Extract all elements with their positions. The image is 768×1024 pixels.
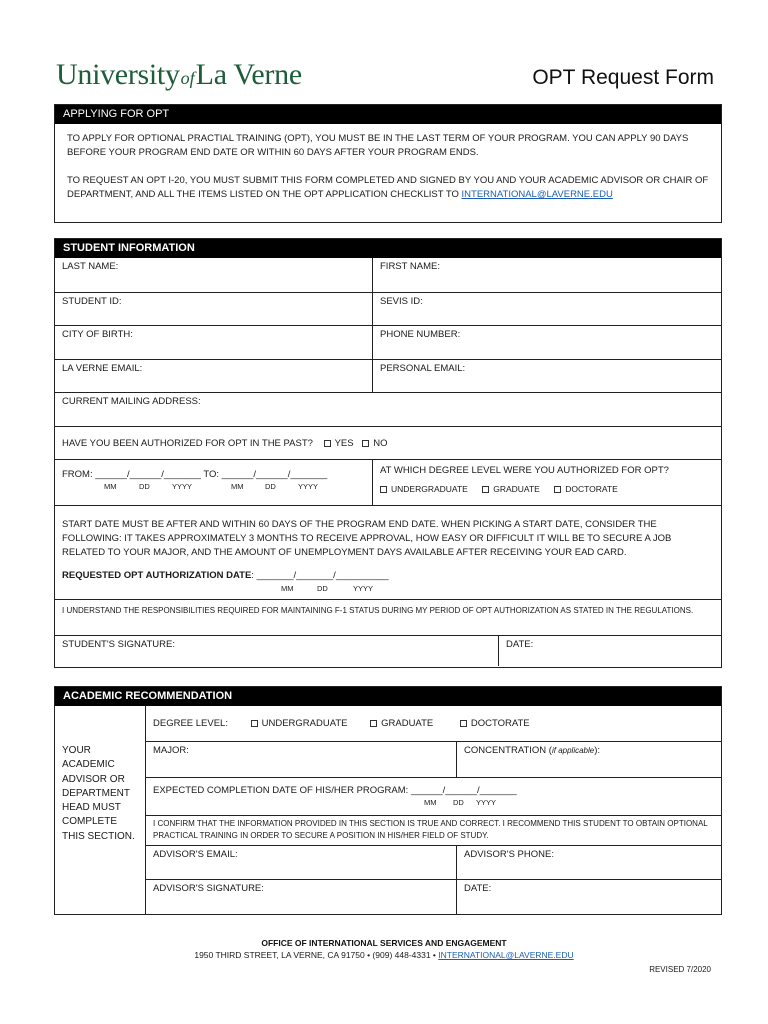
degree-level-label: DEGREE LEVEL: <box>153 718 228 729</box>
no-checkbox[interactable] <box>362 440 369 447</box>
requested-date-blank: : _______/_______/__________ <box>251 570 389 581</box>
undergraduate-label: UNDERGRADUATE <box>391 484 468 494</box>
row-birth-phone <box>55 325 721 359</box>
row-address <box>55 392 721 426</box>
acad-doctorate-checkbox[interactable] <box>460 720 467 727</box>
row-advisor-contact <box>146 845 721 879</box>
row-from-to <box>55 459 721 505</box>
expected-completion-text: EXPECTED COMPLETION DATE OF HIS/HER PROGRAM: ______/______/_______ <box>153 785 517 796</box>
doctorate-checkbox[interactable] <box>554 486 561 493</box>
doctorate-label: DOCTORATE <box>565 484 618 494</box>
acad-graduate-checkbox[interactable] <box>370 720 377 727</box>
city-of-birth-field[interactable]: CITY OF BIRTH: <box>62 329 133 340</box>
sevis-id-field[interactable]: SEVIS ID: <box>372 293 721 325</box>
university-logo <box>56 58 302 92</box>
student-date-field[interactable]: DATE: <box>498 636 721 666</box>
requested-date-field[interactable] <box>62 569 714 583</box>
personal-email-field[interactable]: PERSONAL EMAIL: <box>372 360 721 392</box>
row-authorized <box>55 426 721 459</box>
req-mm-hint: MM <box>281 584 294 593</box>
undergraduate-checkbox[interactable] <box>380 486 387 493</box>
from-to-text: FROM: ______/______/_______ TO: ______/______/_______ <box>62 469 328 480</box>
phone-number-field[interactable]: PHONE NUMBER: <box>372 326 721 359</box>
req-dd-hint: DD <box>317 584 328 593</box>
degree-authorized-field <box>372 460 721 505</box>
major-field[interactable]: MAJOR: <box>153 745 189 756</box>
academic-fields <box>146 706 721 914</box>
footer-office: OFFICE OF INTERNATIONAL SERVICES AND ENGAGEMENT <box>261 938 507 948</box>
degree-authorized-options <box>380 483 714 495</box>
from-to-date-hints <box>62 481 365 493</box>
to-dd-hint: DD <box>265 482 276 491</box>
laverne-email-field[interactable]: LA VERNE EMAIL: <box>62 363 143 374</box>
acad-undergraduate-checkbox[interactable] <box>251 720 258 727</box>
expected-date-hints <box>153 797 714 809</box>
student-header: STUDENT INFORMATION <box>55 239 721 258</box>
row-signature <box>55 635 721 666</box>
logo-text-of: of <box>180 68 195 88</box>
applying-section <box>54 104 722 223</box>
applying-paragraph-2-text: TO REQUEST AN OPT I-20, YOU MUST SUBMIT THIS FORM COMPLETED AND SIGNED BY YOU AND YOUR ACADEMIC ADVISOR OR CHAIR OF DEPARTMENT, AND ALL THE ITEMS LISTED ON THE OPT APPLICATION CHECKLIST TO <box>67 175 709 200</box>
understand-statement: I UNDERSTAND THE RESPONSIBILITIES REQUIRED FOR MAINTAINING F-1 STATUS DURING MY PERIOD OF OPT AUTHORIZATION AS STATED IN THE REGULATIONS. <box>62 606 694 615</box>
start-date-note: START DATE MUST BE AFTER AND WITHIN 60 DAYS OF THE PROGRAM END DATE. WHEN PICKING A START DATE, CONSIDER THE FOLLOWING: IT TAKES APPROXIMATELY 3 MONTHS TO RECEIVE APPROVAL, HOW EASY OR DIFFICULT IT WILL BE TO SECURE A JOB RELATED TO YOUR MAJOR, AND THE AMOUNT OF UNEMPLOYMENT DAYS AVAILABLE AFTER RECEIVING YOUR EAD CARD. <box>62 519 672 558</box>
authorized-question <box>55 427 721 459</box>
row-confirm <box>146 815 721 845</box>
concentration-label: CONCENTRATION ( <box>464 745 552 756</box>
row-expected <box>146 777 721 815</box>
if-applicable-label: if applicable <box>551 746 595 755</box>
graduate-checkbox[interactable] <box>482 486 489 493</box>
acad-doctorate-label: DOCTORATE <box>470 718 530 729</box>
exp-yyyy-hint: YYYY <box>476 798 497 807</box>
requested-date-label: REQUESTED OPT AUTHORIZATION DATE <box>62 570 252 581</box>
student-section <box>54 238 722 668</box>
row-ids <box>55 292 721 325</box>
authorized-question-text: HAVE YOU BEEN AUTHORIZED FOR OPT IN THE PAST? <box>62 438 313 449</box>
concentration-field[interactable] <box>456 742 721 777</box>
requested-date-hints <box>62 583 714 595</box>
to-yyyy-hint: YYYY <box>298 482 319 491</box>
degree-authorized-question: AT WHICH DEGREE LEVEL WERE YOU AUTHORIZED FOR OPT? <box>380 465 669 476</box>
applying-email-link[interactable]: INTERNATIONAL@LAVERNE.EDU <box>461 189 613 200</box>
student-signature-field[interactable]: STUDENT'S SIGNATURE: <box>62 639 176 650</box>
to-mm-hint: MM <box>231 482 244 491</box>
confirm-statement: I CONFIRM THAT THE INFORMATION PROVIDED IN THIS SECTION IS TRUE AND CORRECT. I RECOMMEND THIS STUDENT TO OBTAIN OPTIONAL PRACTICAL TRAINING IN ORDER TO SECURE A POSITION IN HIS/HER FIELD OF STUDY. <box>153 819 708 840</box>
row-start-date <box>55 505 721 599</box>
last-name-field[interactable]: LAST NAME: <box>62 261 119 272</box>
academic-section <box>54 686 722 915</box>
from-mm-hint: MM <box>104 482 117 491</box>
concentration-label-end: ): <box>594 745 601 756</box>
logo-text-laverne: La Verne <box>195 58 302 91</box>
revised-date: REVISED 7/2020 <box>649 965 711 974</box>
form-title: OPT Request Form <box>532 66 714 89</box>
applying-header: APPLYING FOR OPT <box>55 105 721 124</box>
from-to-field[interactable] <box>55 460 372 505</box>
row-understand <box>55 599 721 635</box>
exp-mm-hint: MM <box>424 798 437 807</box>
expected-completion-field[interactable] <box>146 778 721 815</box>
yes-checkbox[interactable] <box>324 440 331 447</box>
academic-header: ACADEMIC RECOMMENDATION <box>55 687 721 706</box>
applying-paragraph-2 <box>67 174 709 202</box>
row-degree-level <box>146 706 721 741</box>
advisor-date-field[interactable]: DATE: <box>456 880 721 914</box>
advisor-phone-field[interactable]: ADVISOR'S PHONE: <box>456 846 721 879</box>
req-yyyy-hint: YYYY <box>353 584 374 593</box>
acad-undergraduate-label: UNDERGRADUATE <box>261 718 348 729</box>
row-emails <box>55 359 721 392</box>
acad-graduate-label: GRADUATE <box>381 718 434 729</box>
row-major <box>146 741 721 777</box>
advisor-email-field[interactable]: ADVISOR'S EMAIL: <box>153 849 238 860</box>
start-date-section <box>55 506 721 599</box>
row-advisor-signature <box>146 879 721 914</box>
graduate-label: GRADUATE <box>493 484 540 494</box>
applying-text <box>55 124 721 202</box>
footer-address: 1950 THIRD STREET, LA VERNE, CA 91750 • (909) 448-4331 • <box>194 950 439 960</box>
footer-address-line <box>0 950 768 960</box>
from-dd-hint: DD <box>139 482 150 491</box>
first-name-field[interactable]: FIRST NAME: <box>372 258 721 292</box>
from-yyyy-hint: YYYY <box>172 482 193 491</box>
mailing-address-field[interactable]: CURRENT MAILING ADDRESS: <box>62 396 201 407</box>
yes-label: YES <box>334 438 354 449</box>
row-names <box>55 258 721 292</box>
degree-level-field <box>146 706 721 741</box>
academic-body <box>55 706 721 914</box>
footer-email-link[interactable]: INTERNATIONAL@LAVERNE.EDU <box>438 950 574 960</box>
student-id-field[interactable]: STUDENT ID: <box>62 296 122 307</box>
advisor-signature-field[interactable]: ADVISOR'S SIGNATURE: <box>153 883 264 894</box>
logo-text-university: University <box>56 58 180 91</box>
academic-side-note: YOUR ACADEMIC ADVISOR OR DEPARTMENT HEAD MUST COMPLETE THIS SECTION. <box>55 706 146 914</box>
no-label: NO <box>373 438 388 449</box>
applying-paragraph-1: TO APPLY FOR OPTIONAL PRACTIAL TRAINING (OPT), YOU MUST BE IN THE LAST TERM OF YOUR PROGRAM. YOU CAN APPLY 90 DAYS BEFORE YOUR PROGRAM END DATE OR WITHIN 60 DAYS AFTER YOUR PROGRAM ENDS. <box>67 133 689 158</box>
exp-dd-hint: DD <box>453 798 464 807</box>
